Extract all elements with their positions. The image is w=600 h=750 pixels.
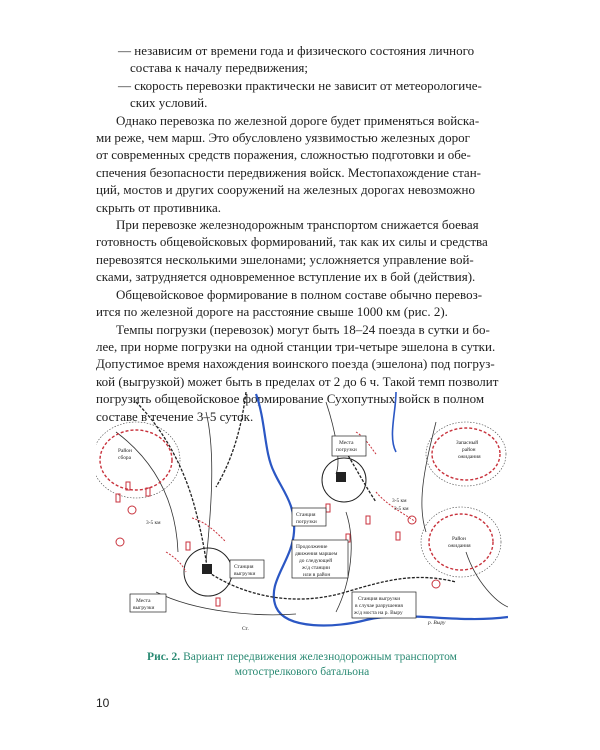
text-line: лее, при норме погрузки на одной станции три-четыре эшелона в сутки.: [96, 338, 496, 354]
text-line: — скорость перевозки практически не зависит от метеорологиче-: [118, 77, 482, 93]
label-rayon-ozhidaniya-1: Район: [452, 536, 466, 542]
label-zapasnoy-2: район: [462, 447, 476, 453]
text-line: ится по железной дороге на расстояние свыше 1000 км (рис. 2).: [96, 304, 448, 320]
text-line: составе в течение 3–5 суток.: [96, 408, 254, 424]
text-line: — независим от времени года и физического состояния личного: [118, 43, 475, 58]
label-vygruzki-most-1: Станция выгрузки: [358, 596, 401, 602]
label-prodolzhenie-2: движения маршем: [295, 551, 338, 557]
text-line: ских условий.: [130, 95, 208, 111]
label-stantsiya-pogruzki-1: Станция: [296, 512, 316, 518]
text-line: скрыть от противника.: [96, 199, 222, 215]
label-mesta-pogruzki-2: погрузки: [336, 447, 357, 453]
text-line: от современных средств поражения, сложностью подготовки и обе-: [96, 147, 471, 163]
label-prodolzhenie-3: до следующей: [299, 558, 333, 564]
text-line: кой (выгрузкой) может быть в пределах от 2 до 6 ч. Такой темп позволит: [96, 373, 499, 389]
page-number: 10: [96, 696, 110, 710]
figure-diagram: [96, 392, 508, 636]
caption-number: Рис. 2.: [147, 651, 181, 663]
text-line: сками, затрудняется одновременное вступление их в бой (действия).: [96, 269, 476, 285]
label-distance-1: 3-5 км: [146, 520, 161, 526]
label-mesta-vygruzki-1: Места: [136, 598, 151, 604]
river-branch: [392, 392, 396, 452]
label-prodolzhenie-4: ж/д станции: [302, 565, 331, 571]
label-vygruzki-most-3: ж/д моста на р. Выру: [354, 610, 403, 616]
caption-line-2: мотострелкового батальона: [234, 666, 370, 678]
caption-line-1: Вариант передвижения железнодорожным транспортом: [183, 651, 457, 663]
label-rayon-sbora-2: сбора: [118, 455, 131, 461]
label-prodolzhenie-1: Продолжение: [296, 544, 328, 550]
text-line: ми реже, чем марш. Это обусловлено уязвимостью железных дорог: [96, 130, 470, 146]
text-line: Однако перевозка по железной дороге будет применяться войска-: [116, 112, 480, 128]
label-distance-3: 3-5 км: [394, 506, 409, 512]
label-zapasnoy-3: ожидания: [458, 454, 481, 460]
label-mesta-pogruzki-1: Места: [339, 440, 354, 446]
label-river: р. Выру: [428, 620, 446, 626]
figure-caption: [96, 650, 508, 680]
text-line: Допустимое время нахождения воинского поезда (эшелона) под погруз-: [96, 356, 495, 372]
text-line: Общевойсковое формирование в полном составе обычно перевоз-: [116, 286, 483, 302]
label-stantsiya-pogruzki-2: погрузки: [296, 519, 317, 525]
text-line: готовность общевойсковых формирований, так как их силы и средства: [96, 234, 488, 250]
label-st: Ст.: [242, 626, 249, 632]
label-stantsiya-vygruzki-2: выгрузки: [234, 571, 256, 577]
label-stantsiya-vygruzki-1: Станция: [234, 564, 254, 570]
text-line: перевозятся несколькими эшелонами; усложняется управление вой-: [96, 251, 474, 267]
label-zapasnoy-1: Запасный: [456, 440, 479, 446]
label-rayon-sbora-1: Район: [118, 448, 132, 454]
text-line: состава к началу передвижения;: [130, 60, 309, 76]
text-line: спечения безопасности передвижения войск. Местопахождение стан-: [96, 164, 481, 180]
railway-transport-diagram: [96, 392, 508, 636]
label-distance-2: 3-5 км: [392, 498, 407, 504]
text-line: Темпы погрузки (перевозок) могут быть 18–24 поезда в сутки и бо-: [116, 321, 490, 337]
red-scribbles: [166, 432, 416, 572]
body-text: [96, 42, 508, 425]
label-mesta-vygruzki-2: выгрузки: [133, 605, 155, 611]
label-vygruzki-most-2: в случае разрушения: [355, 603, 403, 609]
label-rayon-ozhidaniya-2: ожидания: [448, 543, 471, 549]
label-prodolzhenie-5: или в район: [303, 572, 331, 578]
text-line: погрузить общевойсковое формирование Сухопутных войск в полном: [96, 391, 485, 407]
text-line: ций, мостов и других сооружений на железных дорогах невозможно: [96, 182, 475, 198]
text-line: При перевозке железнодорожным транспортом снижается боевая: [116, 217, 479, 233]
